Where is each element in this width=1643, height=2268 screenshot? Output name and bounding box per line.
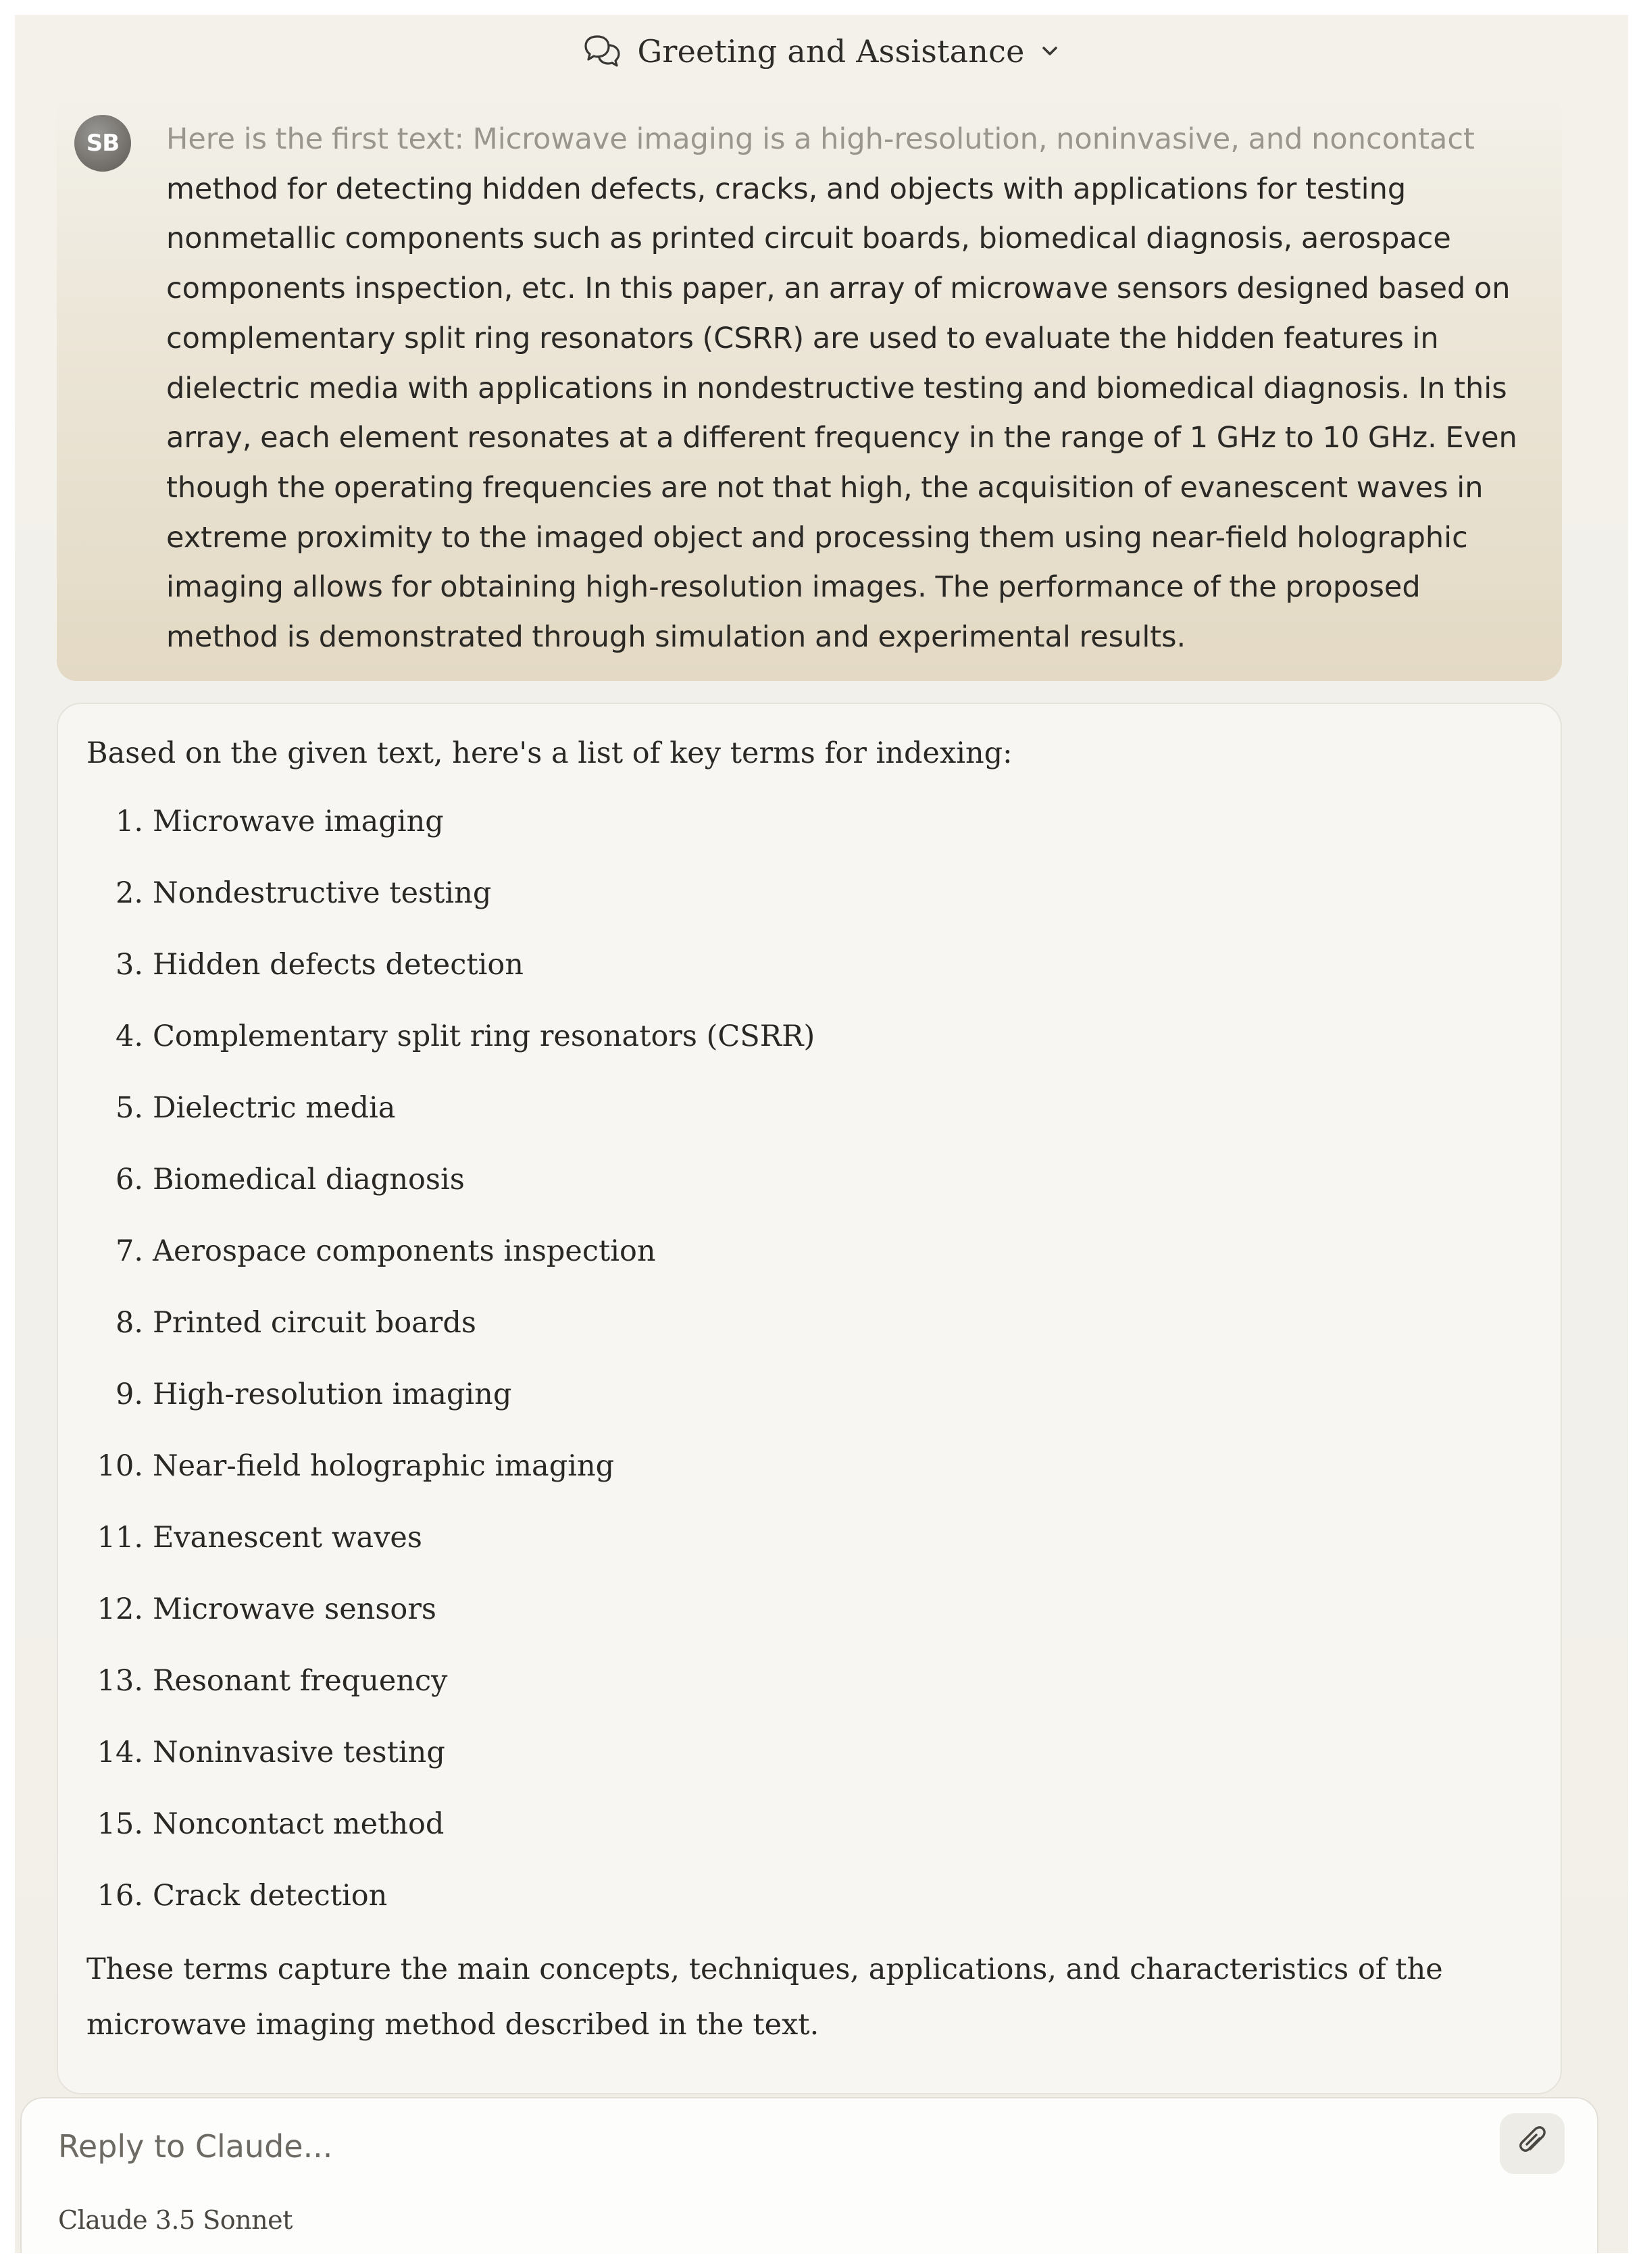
list-item (86, 804, 815, 876)
list-item-number: 4. (115, 1019, 143, 1053)
list-item-number: 1. (115, 805, 143, 838)
list-item (86, 876, 815, 947)
chat-header (15, 15, 1628, 88)
assistant-outro: These terms capture the main concepts, techniques, applications, and characteristics of the microwave imaging method described in the text. (86, 1952, 1443, 2042)
list-item-label: Noncontact method (153, 1807, 445, 1841)
user-avatar: SB (74, 115, 131, 172)
list-item (86, 1592, 815, 1663)
list-item (86, 947, 815, 1019)
list-item-number: 3. (115, 948, 143, 982)
assistant-intro: Based on the given text, here's a list of key terms for indexing: (86, 736, 1013, 770)
paperclip-icon (1517, 2125, 1548, 2163)
key-terms-list (86, 804, 815, 1950)
list-item-label: Noninvasive testing (153, 1736, 445, 1769)
list-item-label: Crack detection (153, 1879, 388, 1913)
list-item-number: 15. (97, 1807, 143, 1841)
list-item-label: Near-field holographic imaging (153, 1449, 615, 1483)
list-item-number: 6. (115, 1163, 143, 1196)
model-selector[interactable]: Claude 3.5 Sonnet (58, 2205, 293, 2235)
chevron-down-icon (1040, 45, 1060, 58)
list-item (86, 1448, 815, 1520)
list-item-number: 12. (97, 1592, 143, 1626)
list-item-label: Dielectric media (153, 1091, 396, 1125)
list-item-number: 8. (115, 1306, 143, 1340)
list-item-number: 14. (97, 1736, 143, 1769)
list-item-label: Biomedical diagnosis (153, 1163, 465, 1196)
list-item-label: Resonant frequency (153, 1664, 448, 1698)
user-message-text-body: method for detecting hidden defects, cracks, and objects with applications for testing nonmetallic components such as printed circuit boards, biomedical diagnosis, aerospace components inspection, etc. In this paper, an array of microwave sensors designed based on complementary split ring resonators (CSRR) are used to evaluate the hidden features in dielectric media with applications in nondestructive testing and biomedical diagnosis. In this array, each element resonates at a different frequency in the range of 1 GHz to 10 GHz. Even though the operating frequencies are not that high, the acquisition of evanescent waves in extreme proximity to the imaged object and processing them using near-field holographic imaging allows for obtaining high-resolution images. The performance of the proposed method is demonstrated through simulation and experimental results. (166, 172, 1517, 655)
chat-window (15, 15, 1628, 2253)
list-item (86, 1663, 815, 1735)
list-item-label: Hidden defects detection (153, 948, 524, 982)
list-item-number: 10. (97, 1449, 143, 1483)
list-item-number: 9. (115, 1378, 143, 1411)
list-item (86, 1234, 815, 1305)
user-message-text-faded: Here is the first text: Microwave imaging is a high-resolution, noninvasive, and noncontact (166, 122, 1475, 156)
list-item (86, 1377, 815, 1448)
list-item (86, 1807, 815, 1878)
list-item-label: Microwave imaging (153, 805, 444, 838)
list-item (86, 1520, 815, 1592)
list-item-label: Aerospace components inspection (153, 1234, 656, 1268)
list-item-label: Evanescent waves (153, 1521, 422, 1555)
user-message-text (166, 115, 1517, 663)
list-item-label: Printed circuit boards (153, 1306, 476, 1340)
list-item (86, 1019, 815, 1090)
list-item-label: Microwave sensors (153, 1592, 436, 1626)
list-item-number: 11. (97, 1521, 143, 1555)
list-item (86, 1878, 815, 1950)
conversation-title: Greeting and Assistance (637, 33, 1025, 70)
list-item-number: 7. (115, 1234, 143, 1268)
list-item-number: 13. (97, 1664, 143, 1698)
list-item-number: 5. (115, 1091, 143, 1125)
list-item (86, 1162, 815, 1234)
reply-composer (20, 2097, 1598, 2253)
list-item-label: Complementary split ring resonators (CSRR) (153, 1019, 815, 1053)
list-item-number: 2. (115, 876, 143, 910)
list-item-label: Nondestructive testing (153, 876, 492, 910)
list-item-number: 16. (97, 1879, 143, 1913)
list-item (86, 1735, 815, 1807)
conversation-title-button[interactable] (583, 33, 1059, 70)
list-item (86, 1305, 815, 1377)
user-message (57, 95, 1562, 681)
attach-button[interactable] (1500, 2113, 1565, 2174)
reply-input[interactable] (58, 2123, 1409, 2170)
assistant-message-content (86, 736, 1492, 2042)
list-item (86, 1090, 815, 1162)
chat-bubbles-icon (583, 34, 622, 69)
list-item-label: High-resolution imaging (153, 1378, 512, 1411)
